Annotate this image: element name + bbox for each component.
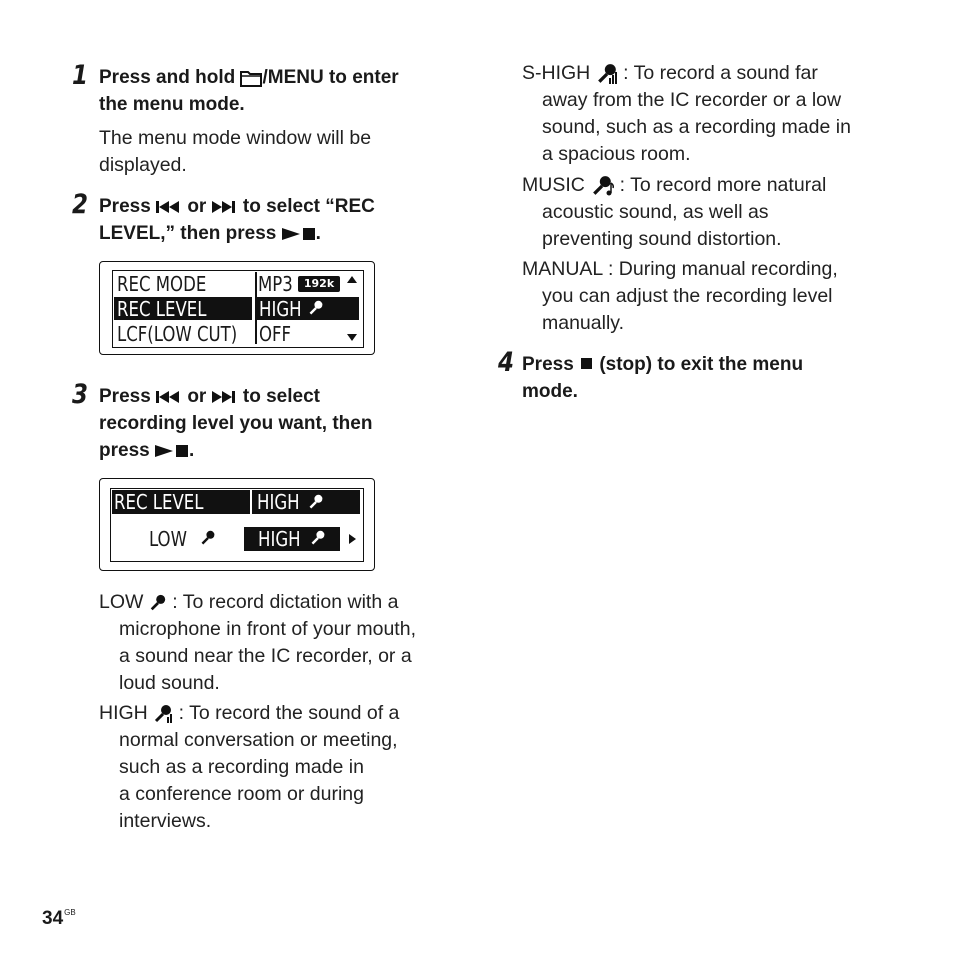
next-icon (212, 390, 238, 404)
level-s-high-line-3: sound, such as a recording made in (542, 116, 851, 138)
step-2-text-c: to select “REC (237, 196, 375, 217)
step-1-text-a: Press and hold (99, 67, 241, 88)
page-number-value: 34 (42, 908, 64, 929)
level-music-line-1: : To record more natural (614, 174, 827, 196)
level-manual-line-2: you can adjust the recording level (542, 285, 833, 307)
level-manual-description (522, 256, 838, 337)
step-number-3: 3 (72, 379, 88, 410)
level-s-high-line-2: away from the IC recorder or a low (542, 89, 842, 111)
level-low-line-2: microphone in front of your mouth, (119, 618, 416, 640)
level-music-description (522, 172, 826, 253)
step-4-text-b: (stop) to exit the menu (594, 354, 804, 375)
level-manual-line-1: : During manual recording, (602, 258, 838, 280)
level-high-line-1: : To record the sound of a (173, 702, 400, 724)
play-stop-icon (282, 227, 316, 241)
step-2-text-b: or (182, 196, 212, 217)
lcd-row-rec-level-label: REC LEVEL (117, 297, 207, 321)
level-high-line-4: a conference room or during (119, 783, 364, 805)
lcd-row-rec-mode-label: REC MODE (117, 272, 207, 296)
previous-icon (156, 390, 182, 404)
level-high-line-3: such as a recording made in (119, 756, 364, 778)
level-music-line-3: preventing sound distortion. (542, 228, 782, 250)
step-1-note-line-1: The menu mode window will be (99, 127, 372, 149)
level-manual-line-3: manually. (542, 312, 625, 334)
step-number-1: 1 (72, 60, 88, 91)
level-high-line-5: interviews. (119, 810, 212, 832)
scroll-down-arrow-icon (347, 334, 357, 342)
lcd-row-rec-level-value: HIGH (259, 297, 302, 321)
step-3-instruction (99, 383, 372, 464)
lcd-option-high: HIGH (258, 527, 301, 551)
level-low-line-4: loud sound. (119, 672, 220, 694)
step-4-text-c: mode. (522, 381, 578, 402)
step-3-text-f: . (188, 440, 195, 461)
scroll-up-arrow-icon (347, 276, 357, 284)
mic-s-high-icon (596, 63, 618, 85)
lcd-row-lcf-value: OFF (259, 322, 292, 346)
stop-icon (581, 358, 592, 369)
level-high-label: HIGH (99, 702, 148, 724)
step-4-text-a: Press (522, 354, 580, 375)
bitrate-badge: 192k (298, 276, 340, 292)
level-high-line-2: normal conversation or meeting, (119, 729, 398, 751)
level-low-line-1: : To record dictation with a (166, 591, 399, 613)
mic-music-icon (590, 175, 614, 197)
lcd-header-label: REC LEVEL (114, 490, 204, 514)
level-s-high-line-1: : To record a sound far (617, 62, 818, 84)
step-3-text-a: Press (99, 386, 157, 407)
step-1-text-b: /MENU to enter (262, 67, 399, 88)
level-s-high-label: S-HIGH (522, 62, 591, 84)
level-music-label: MUSIC (522, 174, 585, 196)
folder-icon (240, 69, 262, 87)
level-manual-label: MANUAL (522, 258, 603, 280)
mic-low-icon (200, 530, 216, 546)
page-number (42, 908, 76, 930)
level-high-description (99, 700, 399, 835)
lcd-level-screen (99, 478, 375, 571)
level-s-high-line-4: a spacious room. (542, 143, 691, 165)
level-low-description (99, 589, 416, 697)
mic-high-icon (308, 494, 324, 510)
next-icon (212, 200, 238, 214)
step-number-2: 2 (72, 189, 88, 220)
level-s-high-description (522, 60, 851, 168)
previous-icon (156, 200, 182, 214)
step-1-note-line-2: displayed. (99, 154, 187, 176)
lcd-header-value: HIGH (257, 490, 300, 514)
step-2-text-d: LEVEL,” then press (99, 223, 282, 244)
step-2-text-a: Press (99, 196, 157, 217)
step-2-instruction (99, 193, 375, 247)
lcd-option-low: LOW (149, 527, 187, 551)
step-3-text-b: or (182, 386, 212, 407)
step-4-instruction (522, 351, 803, 405)
lcd-row-rec-mode-value: MP3 (258, 272, 293, 296)
mic-high-icon (153, 704, 173, 724)
level-music-line-2: acoustic sound, as well as (542, 201, 769, 223)
mic-high-icon (310, 530, 326, 546)
step-1-note (99, 125, 371, 179)
play-stop-icon (155, 444, 189, 458)
lcd-menu-screen (99, 261, 375, 355)
mic-low-icon (149, 594, 167, 612)
right-arrow-icon (349, 534, 356, 544)
step-1-text-c: the menu mode. (99, 94, 245, 115)
step-2-text-e: . (315, 223, 321, 244)
mic-high-icon (308, 300, 324, 316)
level-low-label: LOW (99, 591, 144, 613)
step-3-text-e: press (99, 440, 155, 461)
step-3-text-d: recording level you want, then (99, 413, 373, 434)
step-1-instruction (99, 64, 399, 118)
level-low-line-3: a sound near the IC recorder, or a (119, 645, 412, 667)
page-number-suffix: GB (64, 908, 76, 917)
lcd-row-lcf-label: LCF(LOW CUT) (117, 322, 238, 346)
step-number-4: 4 (498, 347, 514, 378)
step-3-text-c: to select (237, 386, 320, 407)
